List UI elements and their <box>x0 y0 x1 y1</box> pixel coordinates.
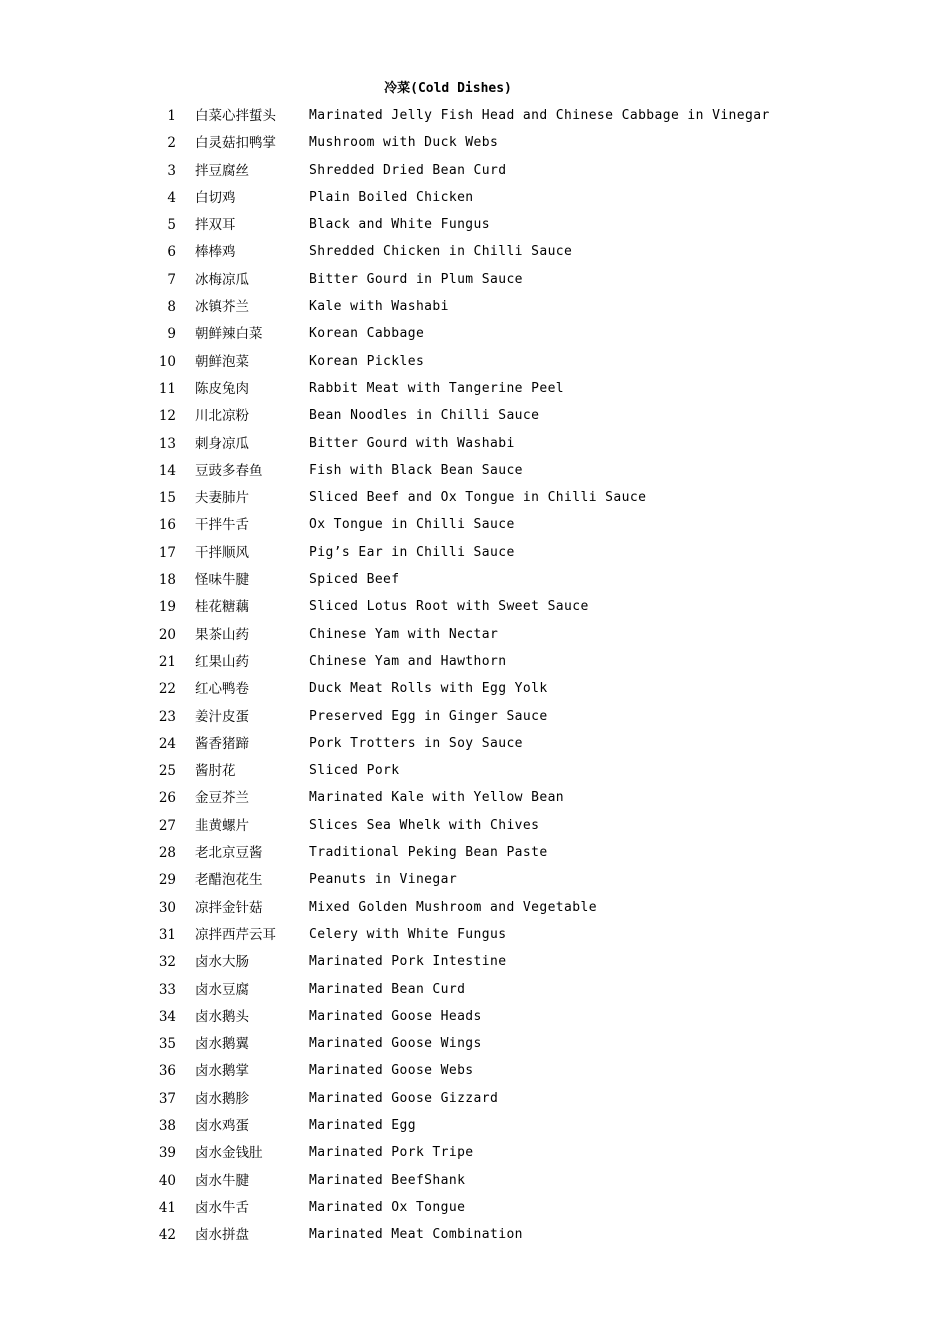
dish-number: 17 <box>158 544 176 561</box>
dish-chinese-name: 卤水鸡蛋 <box>195 1117 249 1134</box>
dish-chinese-name: 豆豉多春鱼 <box>195 462 263 479</box>
dish-row <box>150 871 910 898</box>
dish-chinese-name: 卤水豆腐 <box>195 981 249 998</box>
dish-row <box>150 325 910 352</box>
dish-number: 2 <box>167 135 176 152</box>
dish-number: 3 <box>167 162 176 179</box>
dish-number: 14 <box>158 462 176 479</box>
dish-row <box>150 1199 910 1226</box>
dish-english-name: Sliced Lotus Root with Sweet Sauce <box>309 599 589 615</box>
dish-number: 5 <box>167 217 176 234</box>
dish-number: 16 <box>158 517 176 534</box>
dish-number: 39 <box>158 1145 176 1162</box>
dish-number: 22 <box>158 681 176 698</box>
dish-row <box>150 598 910 625</box>
dish-number: 24 <box>158 735 176 752</box>
dish-chinese-name: 果茶山药 <box>195 626 249 643</box>
dish-row <box>150 626 910 653</box>
dish-row <box>150 571 910 598</box>
dish-chinese-name: 拌豆腐丝 <box>195 162 249 179</box>
dish-chinese-name: 冰梅凉瓜 <box>195 271 249 288</box>
dish-row <box>150 407 910 434</box>
dish-chinese-name: 卤水拼盘 <box>195 1227 249 1244</box>
dish-row <box>150 926 910 953</box>
dish-row <box>150 653 910 680</box>
dish-english-name: Shredded Chicken in Chilli Sauce <box>309 244 573 260</box>
dish-number: 20 <box>158 626 176 643</box>
dish-number: 1 <box>167 108 176 124</box>
dish-english-name: Preserved Egg in Ginger Sauce <box>309 708 548 724</box>
dish-english-name: Marinated Pork Tripe <box>309 1145 474 1161</box>
dish-row <box>150 1035 910 1062</box>
dish-chinese-name: 陈皮兔肉 <box>195 380 249 397</box>
dish-row <box>150 216 910 243</box>
dish-chinese-name: 卤水鹅胗 <box>195 1090 249 1107</box>
dish-row <box>150 1172 910 1199</box>
dish-english-name: Marinated Goose Heads <box>309 1008 482 1024</box>
dish-number: 33 <box>158 981 176 998</box>
dish-chinese-name: 红心鸭卷 <box>195 681 249 698</box>
dish-row <box>150 353 910 380</box>
dish-number: 37 <box>158 1090 176 1107</box>
dish-english-name: Chinese Yam and Hawthorn <box>309 653 507 669</box>
dish-chinese-name: 夫妻肺片 <box>195 490 249 507</box>
dish-number: 12 <box>158 408 176 425</box>
dish-row <box>150 489 910 516</box>
dish-chinese-name: 凉拌金针菇 <box>195 899 263 916</box>
dish-chinese-name: 白切鸡 <box>195 189 236 206</box>
page-title: 冷菜(Cold Dishes) <box>384 81 512 96</box>
dish-chinese-name: 干拌顺风 <box>195 544 249 561</box>
dish-row <box>150 1226 910 1253</box>
dish-english-name: Slices Sea Whelk with Chives <box>309 817 540 833</box>
dish-number: 18 <box>158 572 176 589</box>
dish-row <box>150 844 910 871</box>
dish-english-name: Marinated Goose Webs <box>309 1063 474 1079</box>
dish-number: 40 <box>158 1172 176 1189</box>
dish-chinese-name: 朝鲜泡菜 <box>195 353 249 370</box>
dish-english-name: Chinese Yam with Nectar <box>309 626 499 642</box>
dish-row <box>150 735 910 762</box>
dish-row <box>150 789 910 816</box>
dish-english-name: Pig’s Ear in Chilli Sauce <box>309 544 515 560</box>
dish-number: 29 <box>158 872 176 889</box>
dish-chinese-name: 金豆芥兰 <box>195 790 249 807</box>
dish-number: 19 <box>158 599 176 616</box>
dish-english-name: Marinated Meat Combination <box>309 1227 523 1243</box>
dish-number: 25 <box>158 763 176 780</box>
dish-row <box>150 298 910 325</box>
dish-row <box>150 1144 910 1171</box>
dish-number: 15 <box>158 490 176 507</box>
dish-row <box>150 953 910 980</box>
dish-row <box>150 271 910 298</box>
dish-english-name: Marinated Goose Gizzard <box>309 1090 499 1106</box>
dish-row <box>150 243 910 270</box>
dish-number: 13 <box>158 435 176 452</box>
dish-chinese-name: 酱香猪蹄 <box>195 735 249 752</box>
dish-row <box>150 162 910 189</box>
dish-english-name: Mushroom with Duck Webs <box>309 135 499 151</box>
dish-number: 23 <box>158 708 176 725</box>
dish-chinese-name: 卤水牛舌 <box>195 1199 249 1216</box>
dish-chinese-name: 老北京豆酱 <box>195 845 263 862</box>
dish-number: 9 <box>167 326 176 343</box>
dish-number: 8 <box>167 299 176 316</box>
dish-english-name: Plain Boiled Chicken <box>309 189 474 205</box>
dish-row <box>150 1062 910 1089</box>
dish-number: 42 <box>158 1227 176 1244</box>
dish-row <box>150 462 910 489</box>
dish-english-name: Marinated Pork Intestine <box>309 954 507 970</box>
dish-chinese-name: 川北凉粉 <box>195 408 249 425</box>
dish-english-name: Shredded Dried Bean Curd <box>309 162 507 178</box>
dish-english-name: Fish with Black Bean Sauce <box>309 462 523 478</box>
dish-number: 36 <box>158 1063 176 1080</box>
dish-chinese-name: 老醋泡花生 <box>195 872 263 889</box>
dish-chinese-name: 冰镇芥兰 <box>195 299 249 316</box>
dish-number: 4 <box>167 189 176 206</box>
dish-english-name: Spiced Beef <box>309 572 400 588</box>
dish-chinese-name: 朝鲜辣白菜 <box>195 326 263 343</box>
dish-number: 41 <box>158 1199 176 1216</box>
dish-chinese-name: 白灵菇扣鸭掌 <box>195 135 276 152</box>
dish-english-name: Bitter Gourd in Plum Sauce <box>309 271 523 287</box>
dish-english-name: Marinated Ox Tongue <box>309 1199 466 1215</box>
dish-chinese-name: 刺身凉瓜 <box>195 435 249 452</box>
dish-english-name: Rabbit Meat with Tangerine Peel <box>309 380 565 396</box>
dish-chinese-name: 怪味牛腱 <box>195 572 249 589</box>
dish-chinese-name: 白菜心拌蜇头 <box>195 108 276 124</box>
dish-row <box>150 1090 910 1117</box>
dish-chinese-name: 红果山药 <box>195 653 249 670</box>
dish-english-name: Marinated Goose Wings <box>309 1036 482 1052</box>
dish-chinese-name: 卤水大肠 <box>195 954 249 971</box>
dish-number: 28 <box>158 845 176 862</box>
dish-number: 35 <box>158 1036 176 1053</box>
dish-chinese-name: 姜汁皮蛋 <box>195 708 249 725</box>
dish-row <box>150 762 910 789</box>
dish-row <box>150 516 910 543</box>
dish-english-name: Celery with White Fungus <box>309 926 507 942</box>
dish-row <box>150 680 910 707</box>
dish-chinese-name: 卤水鹅翼 <box>195 1036 249 1053</box>
dish-english-name: Kale with Washabi <box>309 299 449 315</box>
dish-row <box>150 1117 910 1144</box>
dish-row <box>150 380 910 407</box>
dish-number: 10 <box>158 353 176 370</box>
dish-row <box>150 981 910 1008</box>
dish-list <box>150 107 910 1253</box>
dish-english-name: Duck Meat Rolls with Egg Yolk <box>309 681 548 697</box>
dish-english-name: Mixed Golden Mushroom and Vegetable <box>309 899 597 915</box>
dish-english-name: Marinated Jelly Fish Head and Chinese Cabbage in Vinegar <box>309 108 770 123</box>
dish-chinese-name: 桂花糖藕 <box>195 599 249 616</box>
dish-chinese-name: 棒棒鸡 <box>195 244 236 261</box>
dish-chinese-name: 酱肘花 <box>195 763 236 780</box>
dish-row <box>150 134 910 161</box>
dish-row <box>150 817 910 844</box>
dish-chinese-name: 凉拌西芹云耳 <box>195 926 276 943</box>
dish-english-name: Bitter Gourd with Washabi <box>309 435 515 451</box>
dish-chinese-name: 卤水鹅掌 <box>195 1063 249 1080</box>
dish-row <box>150 1008 910 1035</box>
dish-english-name: Marinated Kale with Yellow Bean <box>309 790 565 806</box>
dish-row <box>150 899 910 926</box>
dish-number: 11 <box>158 380 176 397</box>
dish-row <box>150 189 910 216</box>
dish-chinese-name: 拌双耳 <box>195 217 236 234</box>
dish-english-name: Marinated Egg <box>309 1117 416 1133</box>
dish-english-name: Sliced Beef and Ox Tongue in Chilli Sauce <box>309 490 647 506</box>
dish-chinese-name: 卤水鹅头 <box>195 1008 249 1025</box>
dish-row <box>150 435 910 462</box>
dish-number: 34 <box>158 1008 176 1025</box>
dish-row <box>150 708 910 735</box>
dish-english-name: Korean Pickles <box>309 353 425 369</box>
dish-english-name: Peanuts in Vinegar <box>309 872 458 888</box>
dish-english-name: Ox Tongue in Chilli Sauce <box>309 517 515 533</box>
dish-number: 32 <box>158 954 176 971</box>
dish-number: 6 <box>167 244 176 261</box>
dish-chinese-name: 卤水牛腱 <box>195 1172 249 1189</box>
dish-number: 31 <box>158 926 176 943</box>
dish-english-name: Traditional Peking Bean Paste <box>309 845 548 861</box>
dish-row <box>150 544 910 571</box>
dish-chinese-name: 卤水金钱肚 <box>195 1145 263 1162</box>
dish-row <box>150 107 910 134</box>
dish-number: 38 <box>158 1117 176 1134</box>
dish-english-name: Korean Cabbage <box>309 326 425 342</box>
dish-english-name: Marinated Bean Curd <box>309 981 466 997</box>
dish-number: 7 <box>167 271 176 288</box>
dish-number: 26 <box>158 790 176 807</box>
dish-english-name: Marinated BeefShank <box>309 1172 466 1188</box>
dish-english-name: Sliced Pork <box>309 763 400 779</box>
dish-chinese-name: 干拌牛舌 <box>195 517 249 534</box>
dish-english-name: Pork Trotters in Soy Sauce <box>309 735 523 751</box>
dish-number: 30 <box>158 899 176 916</box>
dish-chinese-name: 韭黄螺片 <box>195 817 249 834</box>
dish-number: 27 <box>158 817 176 834</box>
dish-english-name: Black and White Fungus <box>309 217 490 233</box>
dish-english-name: Bean Noodles in Chilli Sauce <box>309 408 540 424</box>
dish-number: 21 <box>158 653 176 670</box>
